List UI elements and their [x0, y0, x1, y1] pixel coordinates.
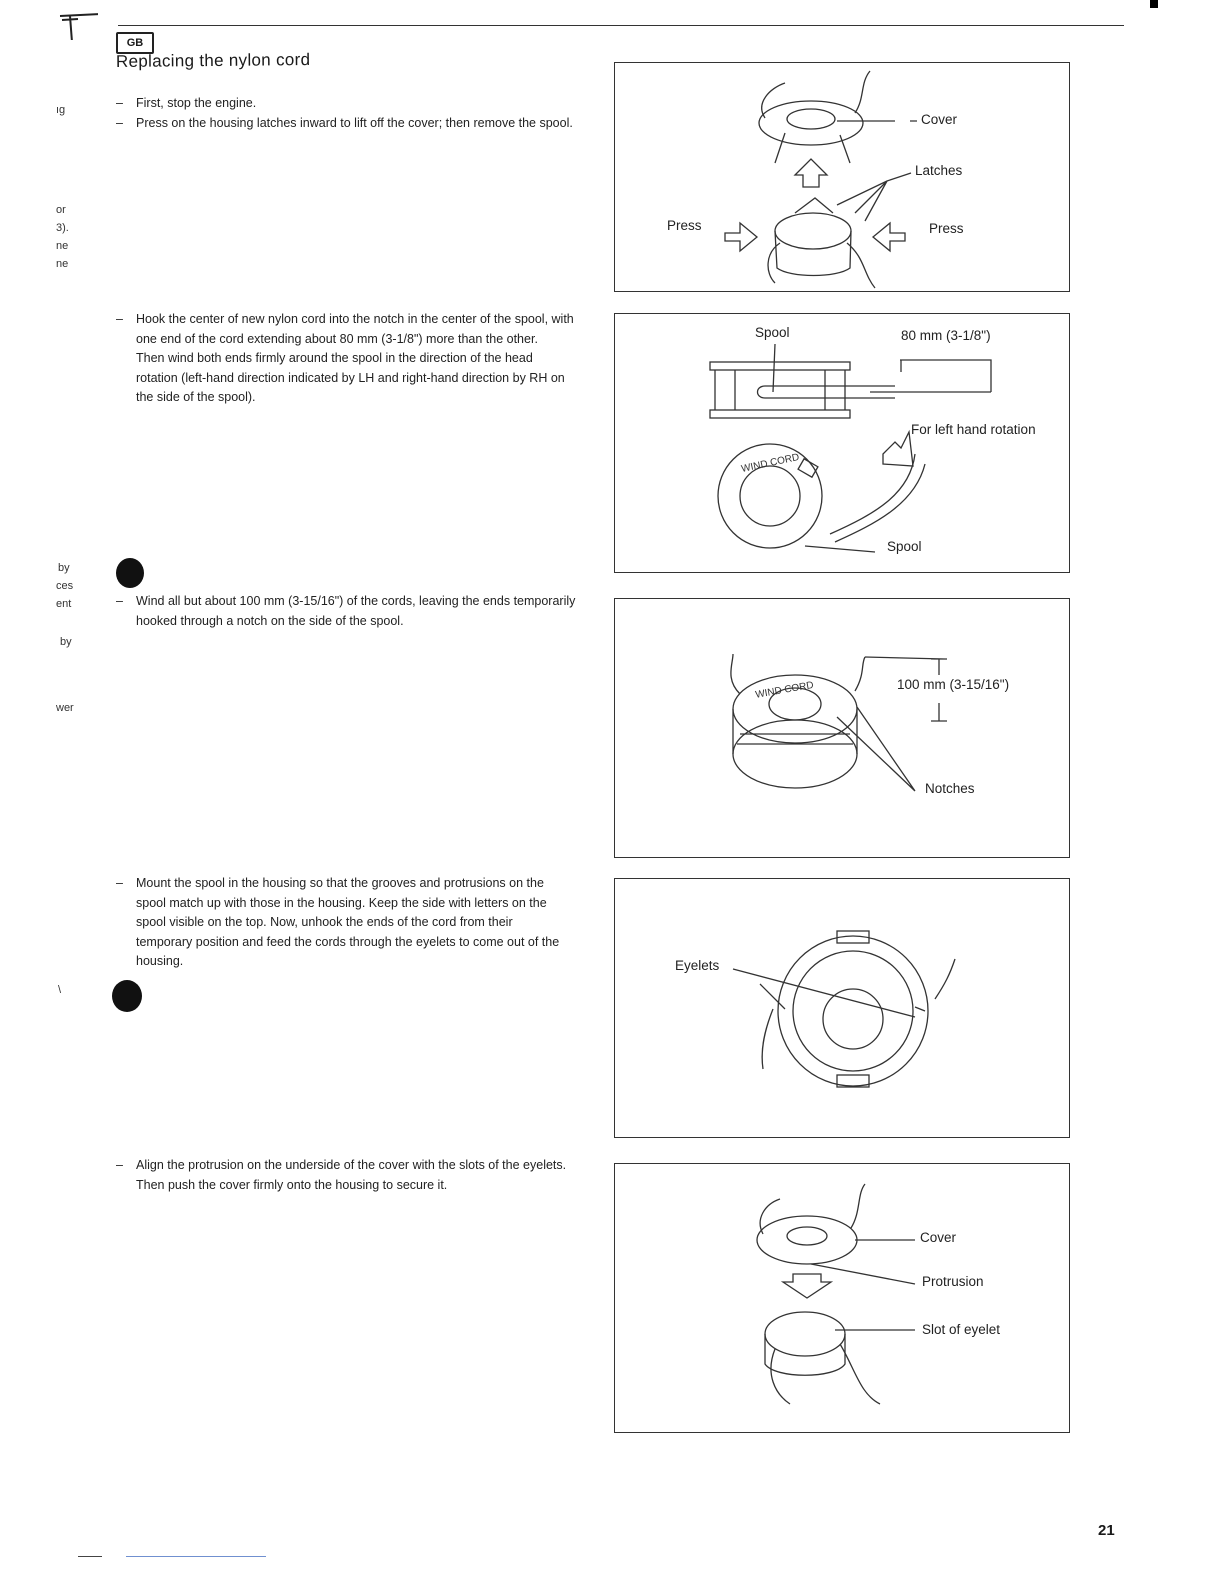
- step-5: [116, 1156, 576, 1195]
- margin-fragment: ıg: [56, 104, 66, 116]
- corner-register-mark: [1150, 0, 1158, 8]
- footer-rule: [126, 1556, 266, 1557]
- margin-fragment: by: [58, 562, 70, 574]
- label-spool-top: Spool: [755, 325, 790, 340]
- figure-wind-cords: [614, 598, 1070, 858]
- step-1: [116, 94, 576, 133]
- label-left-hand-rotation: For left hand rotation: [911, 422, 1036, 437]
- margin-fragment: ne: [56, 258, 69, 270]
- label-press-right: Press: [929, 221, 964, 236]
- spool-winding-illustration: [615, 314, 1069, 572]
- label-eyelets: Eyelets: [675, 958, 720, 973]
- label-100mm: 100 mm (3-15/16"): [897, 677, 1010, 692]
- figure-remove-cover: [614, 62, 1070, 292]
- page-title: Replacing the nylon cord: [115, 49, 311, 71]
- step-2: [116, 310, 576, 408]
- step-3-item: – Wind all but about 100 mm (3-15/16") of the cords, leaving the ends temporarily hooked through a notch on the side of the spool.: [116, 592, 576, 631]
- cover-latch-illustration: [615, 63, 1069, 291]
- step-3: [116, 592, 576, 631]
- margin-fragment: 3).: [56, 222, 69, 234]
- label-cover: Cover: [921, 112, 958, 127]
- margin-fragment: \: [58, 984, 62, 996]
- margin-fragment: by: [60, 636, 72, 648]
- label-spool-bottom: Spool: [887, 539, 922, 554]
- margin-fragment: ne: [56, 240, 69, 252]
- margin-fragment: or: [56, 204, 66, 216]
- step-5-item: – Align the protrusion on the underside of the cover with the slots of the eyelets. Then push the cover firmly onto the housing to secure it.: [116, 1156, 576, 1195]
- note-bullet-icon: [116, 558, 144, 588]
- label-80mm: 80 mm (3-1/8"): [901, 328, 991, 343]
- language-badge: GB: [116, 32, 154, 54]
- note-bullet-icon: [112, 980, 142, 1012]
- step-2-item: – Hook the center of new nylon cord into the notch in the center of the spool, with one end of the cord extending about 80 mm (3-1/8") more than the other.: [116, 310, 576, 349]
- margin-fragment: ent: [56, 598, 72, 610]
- margin-fragment: ces: [56, 580, 74, 592]
- footer-rule: [78, 1556, 102, 1557]
- step-4: [116, 874, 572, 972]
- step-2-continuation: Then wind both ends firmly around the spool in the direction of the head rotation (left-hand direction indicated by LH and right-hand direction by RH on the side of the spool).: [136, 351, 565, 404]
- figure-mount-spool: [614, 878, 1070, 1138]
- label-notches: Notches: [925, 781, 975, 796]
- label-latches: Latches: [915, 163, 963, 178]
- step-4-item: – Mount the spool in the housing so that the grooves and protrusions on the spool match up with those in the housing. Keep the side with letters on the spool visible on the top. Now, unhook the ends of the cord from their temporary position and feed the cords through the eyelets to come out of the housing.: [116, 874, 572, 972]
- wound-spool-illustration: [615, 599, 1069, 857]
- figure-attach-cover: [614, 1163, 1070, 1433]
- cover-attach-illustration: [615, 1164, 1069, 1432]
- margin-fragment: wer: [56, 702, 74, 714]
- figure-hook-cord: [614, 313, 1070, 573]
- label-cover: Cover: [920, 1230, 957, 1245]
- spool-text-wind-cord: WIND CORD: [740, 451, 801, 475]
- spool-text-wind-cord: WIND CORD: [754, 679, 815, 701]
- label-protrusion: Protrusion: [922, 1274, 984, 1289]
- step-1-item: – Press on the housing latches inward to lift off the cover; then remove the spool.: [116, 114, 576, 134]
- label-slot-of-eyelet: Slot of eyelet: [922, 1322, 1001, 1337]
- corner-crop-mark: [58, 10, 98, 40]
- header-rule: [118, 25, 1124, 26]
- label-press-left: Press: [667, 218, 702, 233]
- step-1-item: – First, stop the engine.: [116, 94, 576, 114]
- page-number: 21: [1098, 1522, 1115, 1539]
- spool-in-housing-illustration: [615, 879, 1069, 1137]
